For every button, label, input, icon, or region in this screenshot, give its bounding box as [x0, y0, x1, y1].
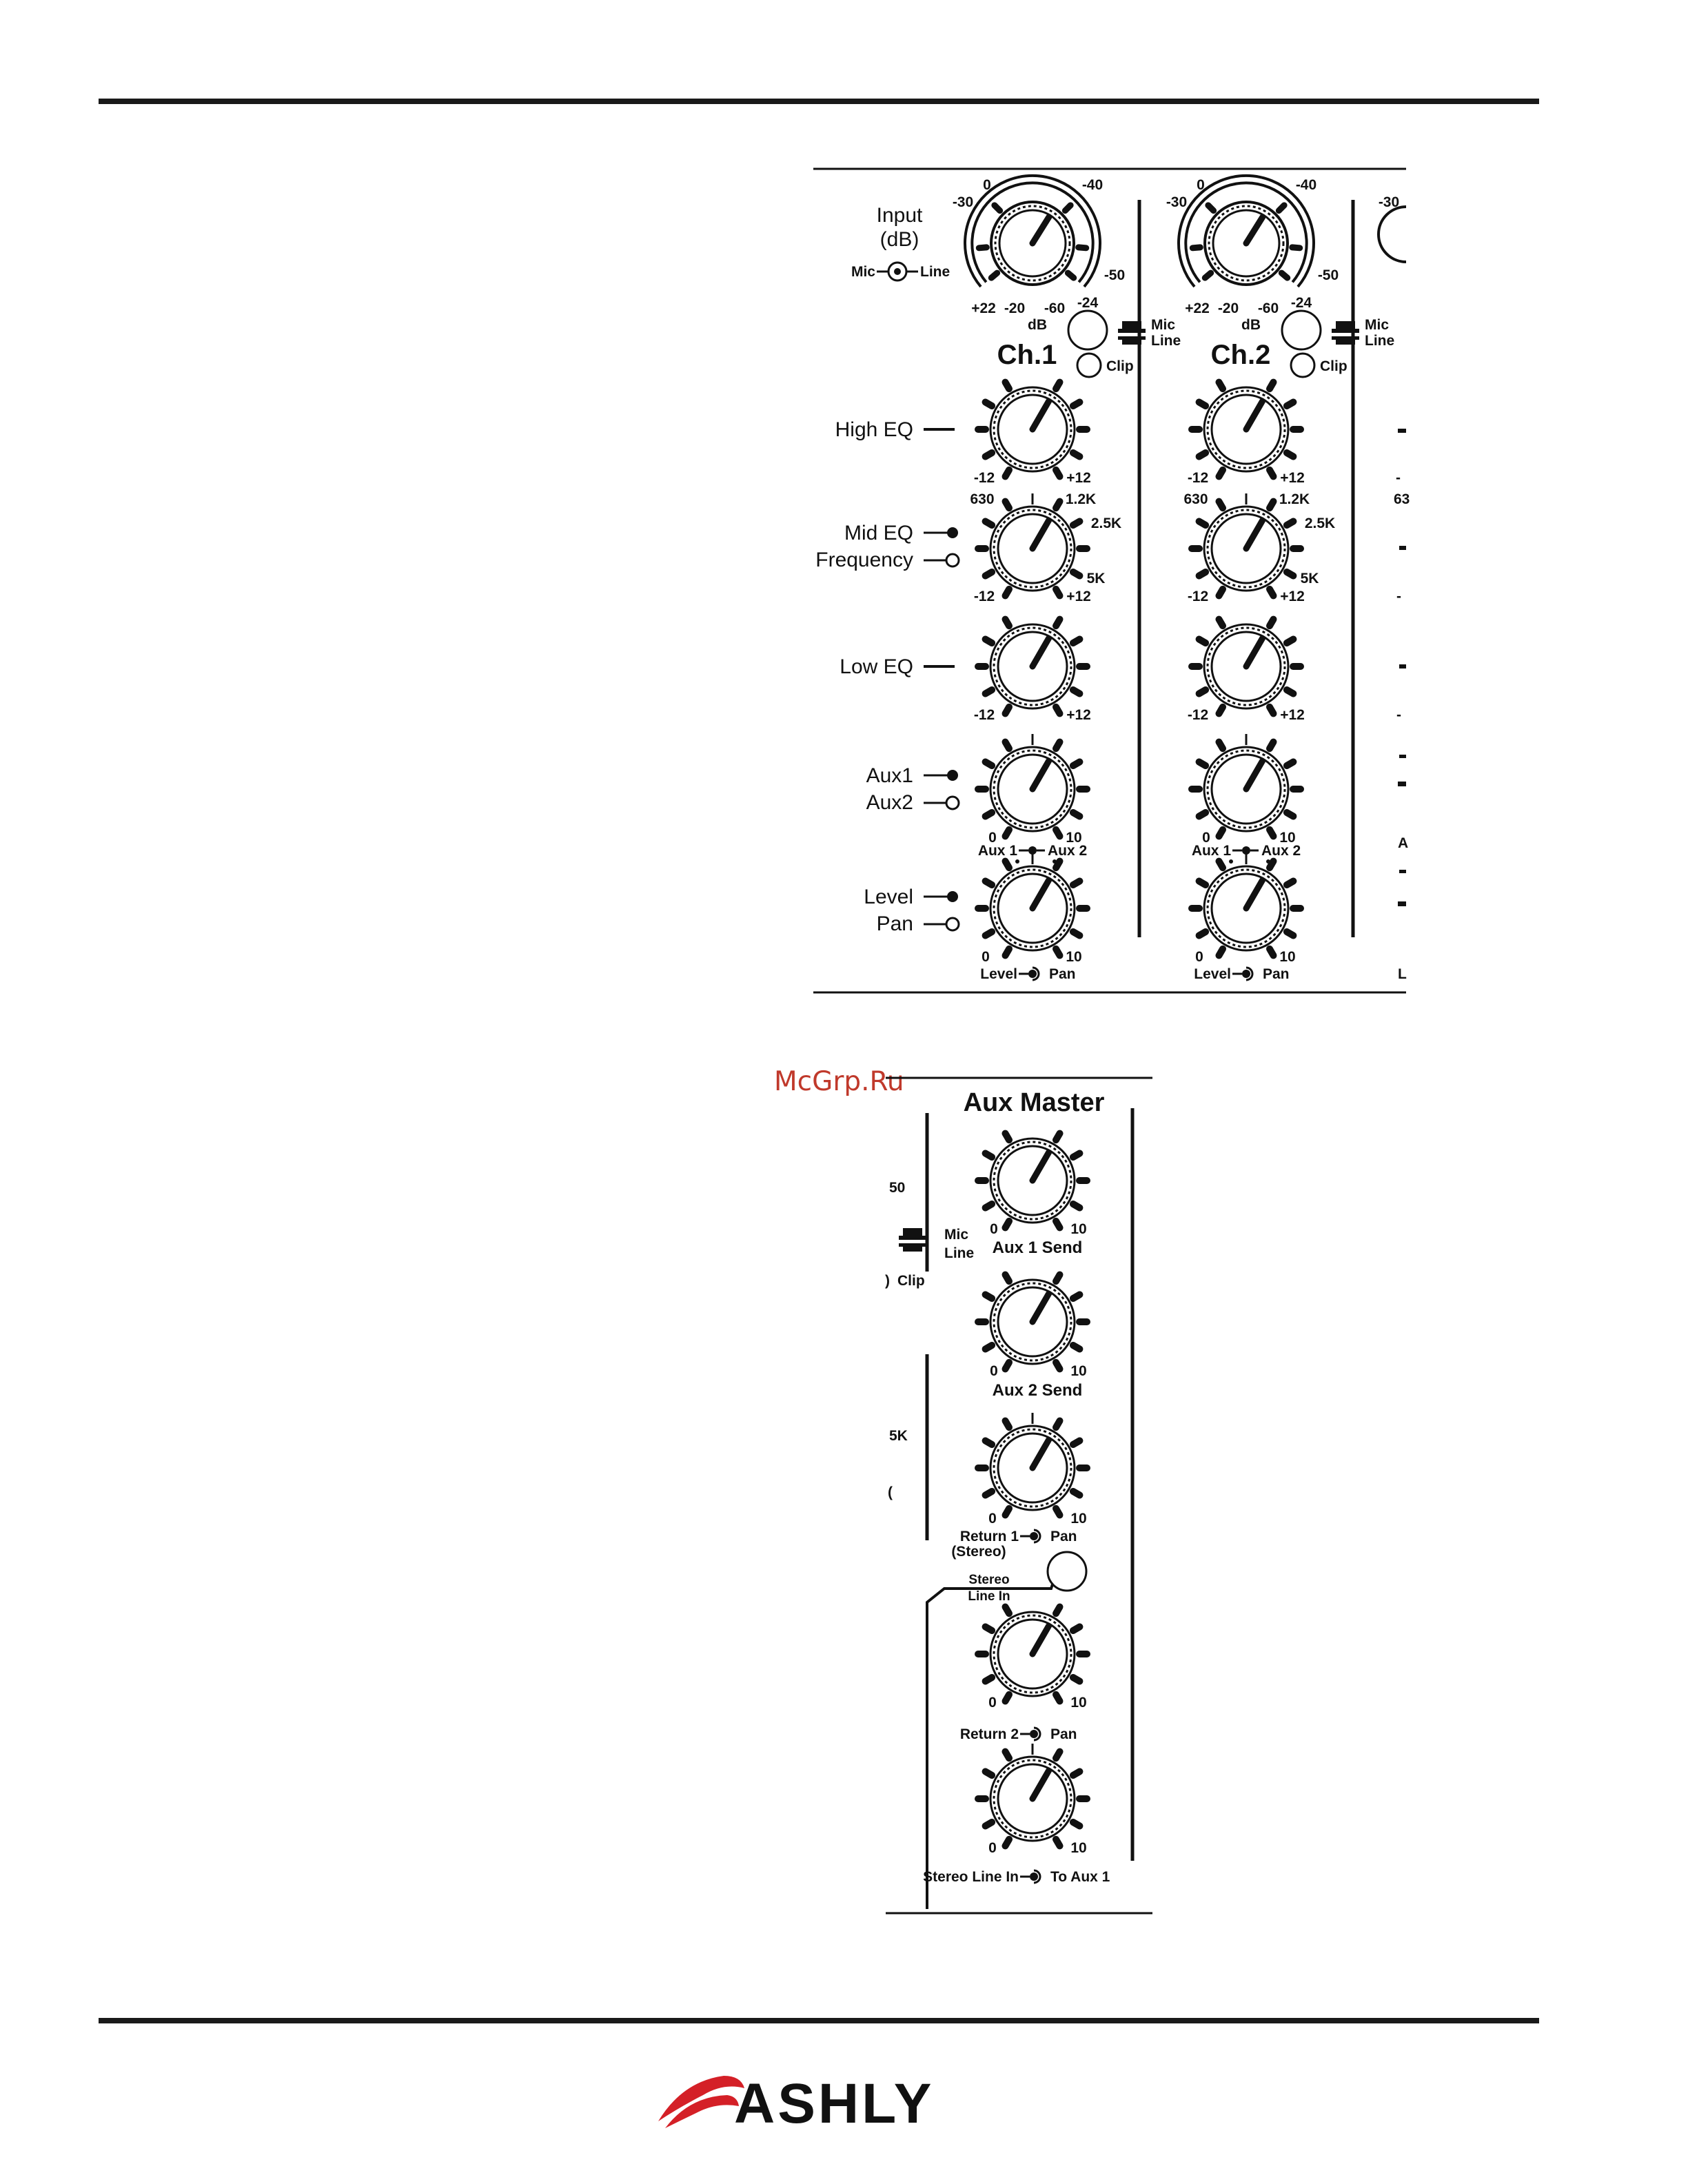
scale-label: -60: [1044, 300, 1066, 316]
ch2-jack[interactable]: [1282, 311, 1321, 349]
clip-label: Clip: [1320, 358, 1348, 374]
ashly-wordmark: ASHLY: [734, 2072, 935, 2135]
pan-label: Pan: [876, 912, 913, 935]
watermark: McGrp.Ru: [774, 1066, 904, 1097]
switch-label: Mic: [944, 1227, 969, 1243]
scale-label: 2.5K: [1304, 516, 1336, 531]
scale-label: 0: [1195, 949, 1203, 965]
scale-label: 10: [1066, 830, 1082, 846]
scale-label: 0: [988, 1511, 997, 1527]
caption-label: Aux 1: [1191, 843, 1231, 859]
return2-pan-label: Pan: [1050, 1726, 1077, 1742]
scale-label: 0: [988, 1840, 997, 1856]
clip-label: Clip: [1106, 358, 1134, 374]
return2-label: Return 2: [959, 1726, 1019, 1742]
scale-label: -30: [1166, 194, 1188, 210]
ch2-level-knob[interactable]: [1192, 853, 1301, 955]
ch1-low-eq-knob[interactable]: [978, 620, 1087, 714]
ch1-mic-line-switch[interactable]: [1118, 321, 1146, 345]
scale-label: -30: [1378, 194, 1400, 210]
scale-label: 0: [1197, 177, 1205, 193]
return1-sub-label: (Stereo): [951, 1544, 1006, 1560]
scale-label: 10: [1279, 949, 1296, 965]
scale-label: -50: [1104, 267, 1126, 283]
input-unit-label: (dB): [879, 228, 919, 251]
to-aux1-label: To Aux 1: [1050, 1869, 1110, 1885]
mid-eq-label: Mid EQ: [844, 522, 913, 544]
scale-label: dB: [1241, 317, 1261, 333]
channel-strip-diagram: [813, 169, 1410, 992]
open-dot-icon: [946, 554, 959, 567]
level-label: Level: [864, 886, 913, 908]
ch1-title: Ch.1: [997, 340, 1057, 370]
scale-label: -40: [1081, 177, 1104, 193]
scale-label: -50: [1317, 267, 1339, 283]
filled-dot-icon: [947, 770, 958, 781]
channel-3-partial: [1379, 194, 1410, 982]
ashly-logo: [658, 2072, 934, 2135]
filled-dot-icon: [947, 527, 958, 538]
aux1-send-knob[interactable]: [978, 1134, 1087, 1228]
switch-label: Mic: [1151, 317, 1176, 333]
ch1-mid-eq-knob[interactable]: [978, 493, 1087, 595]
scale-label: 1.2K: [1065, 491, 1097, 507]
scale-label: -24: [1290, 295, 1312, 311]
return2-knob[interactable]: [978, 1607, 1087, 1702]
aux1-send-label: Aux 1 Send: [992, 1238, 1083, 1257]
scale-label: 0: [988, 830, 997, 846]
scale-label: -12: [1187, 589, 1209, 604]
scale-label: -30: [952, 194, 974, 210]
switch-label: Mic: [1365, 317, 1390, 333]
ch1-clip-led: [1077, 354, 1101, 377]
mic-label: Mic: [851, 264, 875, 280]
scale-label: 10: [1070, 1221, 1087, 1237]
scale-label: +22: [971, 300, 996, 316]
line-label: Line: [920, 264, 950, 280]
scale-label: 0: [990, 1221, 998, 1237]
caption-label: Aux 2: [1048, 843, 1088, 859]
scale-label: +12: [1280, 470, 1305, 486]
scale-label: +12: [1066, 470, 1091, 486]
low-eq-label: Low EQ: [840, 655, 913, 678]
scale-label: ): [885, 1273, 890, 1289]
scale-label: 10: [1070, 1511, 1087, 1527]
scale-label: +12: [1280, 707, 1305, 723]
caption-label: Pan: [1049, 966, 1076, 982]
input-label: Input: [876, 204, 923, 227]
scale-label: -12: [1187, 707, 1209, 723]
scale-label: 10: [1279, 830, 1296, 846]
caption-label: Level: [980, 966, 1017, 982]
stereo-line-in-knob[interactable]: [978, 1744, 1087, 1846]
ch1-high-eq-knob[interactable]: [978, 382, 1087, 477]
scale-label: 0: [990, 1363, 998, 1379]
filled-dot-icon: [947, 891, 958, 902]
ch2-title: Ch.2: [1210, 340, 1271, 370]
scale-label: -40: [1295, 177, 1317, 193]
scale-label: -12: [1187, 470, 1209, 486]
high-eq-label: High EQ: [835, 418, 913, 441]
ch2-aux-knob[interactable]: [1192, 734, 1301, 836]
aux1-label: Aux1: [866, 764, 913, 787]
stereo-jack-label: Stereo: [968, 1573, 1010, 1587]
scale-label: -: [1396, 470, 1401, 486]
scale-label: 0: [1202, 830, 1210, 846]
scale-label: L: [1398, 966, 1407, 982]
caption-label: Aux 1: [977, 843, 1017, 859]
scale-label: 10: [1070, 1363, 1087, 1379]
scale-label: 1.2K: [1279, 491, 1310, 507]
scale-label: 2.5K: [1090, 516, 1122, 531]
scale-label: A: [1398, 835, 1409, 851]
scale-label: 63: [1394, 491, 1410, 507]
scale-label: 50: [889, 1180, 906, 1196]
scale-label: -: [1396, 589, 1401, 604]
clip-label: Clip: [897, 1273, 925, 1289]
scale-label: +12: [1280, 589, 1305, 604]
open-dot-icon: [946, 918, 959, 930]
channel-2: [1166, 176, 1394, 982]
scale-label: -20: [1004, 300, 1026, 316]
ch2-high-eq-knob[interactable]: [1192, 382, 1301, 477]
ch2-low-eq-knob[interactable]: [1192, 620, 1301, 714]
scale-label: -12: [973, 470, 995, 486]
stereo-jack-label: Line In: [968, 1589, 1010, 1604]
return1-label: Return 1: [959, 1529, 1019, 1544]
scale-label: 5K: [889, 1428, 908, 1444]
ch1-jack[interactable]: [1068, 311, 1107, 349]
caption-label: Pan: [1263, 966, 1290, 982]
scale-label: +12: [1066, 707, 1091, 723]
scale-label: 10: [1070, 1840, 1087, 1856]
aux-master-title: Aux Master: [963, 1088, 1105, 1117]
ch1-level-knob[interactable]: [978, 853, 1087, 955]
switch-label: Line: [1365, 333, 1395, 349]
scale-label: -60: [1257, 300, 1279, 316]
aux-master-diagram: [885, 1078, 1152, 1913]
scale-label: -20: [1217, 300, 1239, 316]
scale-label: +22: [1185, 300, 1210, 316]
scale-label: 630: [970, 491, 995, 507]
scale-label: 10: [1066, 949, 1082, 965]
mic-line-switch-partial: [899, 1228, 926, 1252]
aux2-label: Aux2: [866, 791, 913, 814]
stereo-line-in-label: Stereo Line In: [923, 1869, 1019, 1885]
scale-label: -12: [973, 589, 995, 604]
scale-label: (: [888, 1484, 893, 1500]
return1-knob[interactable]: [978, 1413, 1087, 1515]
caption-label: Level: [1194, 966, 1231, 982]
switch-label: Line: [944, 1245, 975, 1261]
ch2-mic-line-switch[interactable]: [1332, 321, 1359, 345]
scale-label: 5K: [1300, 571, 1319, 586]
aux2-send-knob[interactable]: [978, 1275, 1087, 1369]
scale-label: 0: [983, 177, 991, 193]
scale-label: dB: [1028, 317, 1047, 333]
scale-label: 0: [982, 949, 990, 965]
scale-label: -12: [973, 707, 995, 723]
channel-1: [953, 176, 1181, 982]
stereo-line-in-jack[interactable]: [1048, 1552, 1086, 1591]
caption-label: Aux 2: [1261, 843, 1301, 859]
ch2-clip-led: [1291, 354, 1314, 377]
open-dot-icon: [946, 797, 959, 809]
scale-label: 630: [1183, 491, 1208, 507]
scale-label: 0: [988, 1695, 997, 1711]
ch1-aux-knob[interactable]: [978, 734, 1087, 836]
frequency-label: Frequency: [815, 549, 913, 571]
scale-label: -: [1396, 707, 1401, 723]
ch2-mid-eq-knob[interactable]: [1192, 493, 1301, 595]
switch-label: Line: [1151, 333, 1181, 349]
return1-pan-label: Pan: [1050, 1529, 1077, 1544]
scale-label: 10: [1070, 1695, 1087, 1711]
aux2-send-label: Aux 2 Send: [992, 1381, 1083, 1400]
scale-label: +12: [1066, 589, 1091, 604]
scale-label: 5K: [1086, 571, 1106, 586]
scale-label: -24: [1077, 295, 1099, 311]
